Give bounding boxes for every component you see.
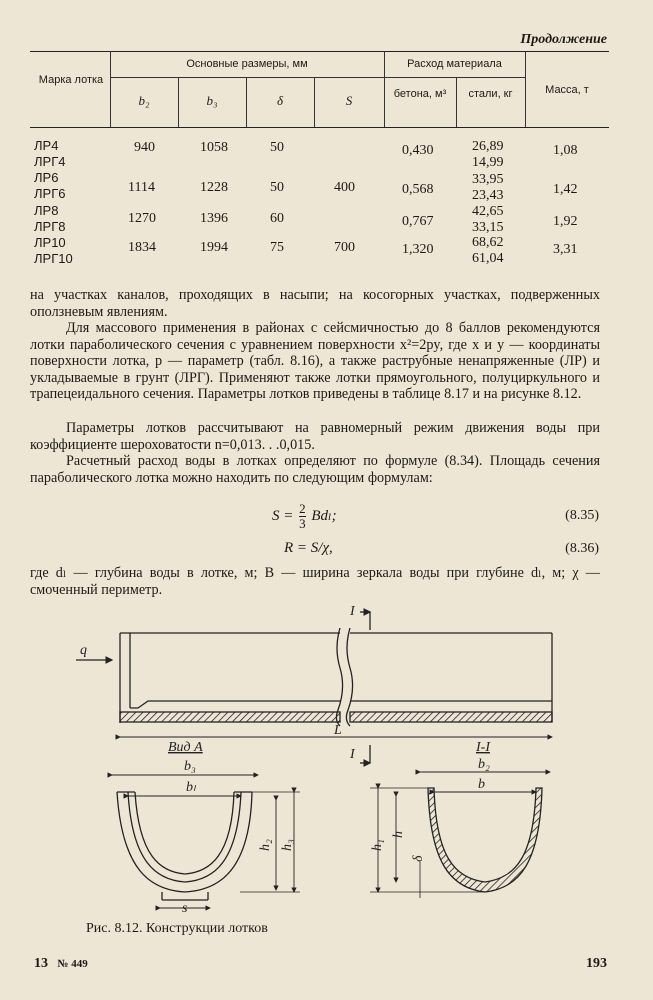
row-b2: 1270 bbox=[128, 211, 156, 226]
row-mark-g: ЛРГ8 bbox=[34, 219, 66, 234]
row-b3: 1994 bbox=[200, 240, 228, 255]
h-label: h bbox=[391, 831, 406, 838]
col-S-header: S bbox=[345, 93, 353, 108]
equation-number-8-36: (8.36) bbox=[565, 541, 599, 556]
row-b3: 1058 bbox=[200, 140, 228, 155]
paragraph-2: Для массового применения в районах с сейсмичностью до 8 баллов рекомендуются лотки параболического сечения с уравнением поверхности x²=2py, где x и y — координаты поверхности лотка, p — параметр (табл. 8.16), а также раструбные ненапряженные (ЛР) и укладываемые в грунт (ЛРГ). Применяют также лотки прямоугольного, полуциркульного и трапецеидального сечения. Параметры лотков приведены в таблице 8.17 и на рисунке 8.12. bbox=[30, 320, 600, 403]
order-code: № 449 bbox=[57, 958, 88, 970]
row-steel-lrg: 33,15 bbox=[472, 220, 504, 235]
row-concrete: 1,320 bbox=[402, 242, 434, 257]
paragraph-1: на участках каналов, проходящих в насыпи; на косогорных участках, подверженных оползневым явлениям. bbox=[30, 287, 600, 320]
row-S: 700 bbox=[334, 240, 355, 255]
b2-label: b₂ bbox=[478, 757, 490, 772]
row-mass: 1,92 bbox=[553, 214, 578, 229]
flow-label: q bbox=[80, 643, 87, 658]
s-label: s bbox=[182, 901, 188, 916]
row-mark: ЛР6 bbox=[34, 170, 59, 185]
length-label: L bbox=[334, 723, 342, 738]
col-steel-header: стали, кг bbox=[468, 88, 513, 100]
table-header-rule bbox=[30, 127, 609, 128]
col-mark-header: Марка лотка bbox=[38, 74, 104, 86]
row-b2: 940 bbox=[134, 140, 155, 155]
h3-label: h₃ bbox=[280, 839, 295, 851]
row-b3: 1396 bbox=[200, 211, 228, 226]
row-mass: 3,31 bbox=[553, 242, 578, 257]
row-delta: 50 bbox=[270, 180, 284, 195]
row-mark: ЛР10 bbox=[34, 235, 66, 250]
row-mark: ЛР4 bbox=[34, 138, 59, 153]
row-mass: 1,08 bbox=[553, 143, 578, 158]
paragraph-3: Параметры лотков рассчитывают на равномерный режим движения воды при коэффициенте шероховатости n=0,013. . .0,015. bbox=[30, 420, 600, 453]
row-b3: 1228 bbox=[200, 180, 228, 195]
col-b2-header: b₂ bbox=[138, 93, 150, 108]
col-main-dims-header: Основные размеры, мм bbox=[186, 58, 308, 70]
table-vline bbox=[456, 77, 457, 127]
h2-label: h₂ bbox=[258, 839, 273, 851]
trough-figure bbox=[0, 600, 653, 920]
row-mass: 1,42 bbox=[553, 182, 578, 197]
b-label: b bbox=[478, 777, 485, 792]
row-delta: 50 bbox=[270, 140, 284, 155]
table-top-rule bbox=[30, 51, 609, 52]
h1-label: h₁ bbox=[370, 839, 385, 851]
paragraph-5: где dₗ — глубина воды в лотке, м; B — ширина зеркала воды при глубине dₗ, м; χ — смоченный периметр. bbox=[30, 565, 600, 598]
signature-mark bbox=[34, 956, 88, 972]
row-steel-lr: 42,65 bbox=[472, 204, 504, 219]
formula-8-36: R = S/χ, bbox=[284, 540, 333, 556]
formula-rhs: Bdₗ; bbox=[311, 507, 337, 524]
row-mark-g: ЛРГ4 bbox=[34, 154, 66, 169]
formula-8-35 bbox=[272, 502, 337, 531]
col-concrete-header: бетона, м³ bbox=[393, 88, 447, 100]
row-S: 400 bbox=[334, 180, 355, 195]
col-mass-header: Масса, т bbox=[545, 84, 589, 96]
figure-caption: Рис. 8.12. Конструкции лотков bbox=[86, 921, 268, 936]
row-delta: 75 bbox=[270, 240, 284, 255]
section-i-i-label: I-I bbox=[476, 740, 490, 755]
formula-lhs: S = bbox=[272, 507, 294, 524]
row-steel-lrg: 14,99 bbox=[472, 155, 504, 170]
col-delta-header: δ bbox=[276, 93, 284, 108]
bl-label: bₗ bbox=[186, 780, 196, 795]
row-mark-g: ЛРГ6 bbox=[34, 186, 66, 201]
formula-denominator: 3 bbox=[299, 516, 306, 531]
row-concrete: 0,568 bbox=[402, 182, 434, 197]
b3-label: b₃ bbox=[184, 759, 196, 774]
row-steel-lr: 33,95 bbox=[472, 172, 504, 187]
table-subheader-rule bbox=[110, 77, 525, 78]
section-mark-top: I bbox=[350, 604, 355, 619]
col-material-header: Расход материала bbox=[407, 58, 502, 70]
formula-numerator: 2 bbox=[299, 501, 306, 516]
row-b2: 1114 bbox=[128, 180, 155, 195]
row-mark-g: ЛРГ10 bbox=[34, 251, 73, 266]
section-mark-bottom: I bbox=[350, 747, 355, 762]
page-number: 193 bbox=[586, 956, 607, 971]
equation-number-8-35: (8.35) bbox=[565, 508, 599, 523]
row-steel-lr: 26,89 bbox=[472, 139, 504, 154]
continuation-label: Продолжение bbox=[520, 32, 607, 47]
row-delta: 60 bbox=[270, 211, 284, 226]
row-mark: ЛР8 bbox=[34, 203, 59, 218]
paragraph-4: Расчетный расход воды в лотках определяют по формуле (8.34). Площадь сечения параболического лотка можно находить по следующим формулам: bbox=[30, 453, 600, 486]
row-concrete: 0,767 bbox=[402, 214, 434, 229]
view-a-label: Вид А bbox=[168, 740, 203, 755]
col-b3-header: b₃ bbox=[206, 93, 218, 108]
row-steel-lrg: 23,43 bbox=[472, 188, 504, 203]
row-b2: 1834 bbox=[128, 240, 156, 255]
row-steel-lrg: 61,04 bbox=[472, 251, 504, 266]
delta-label: δ bbox=[411, 855, 426, 862]
sheet-number: 13 bbox=[34, 956, 48, 971]
row-steel-lr: 68,62 bbox=[472, 235, 504, 250]
row-concrete: 0,430 bbox=[402, 143, 434, 158]
